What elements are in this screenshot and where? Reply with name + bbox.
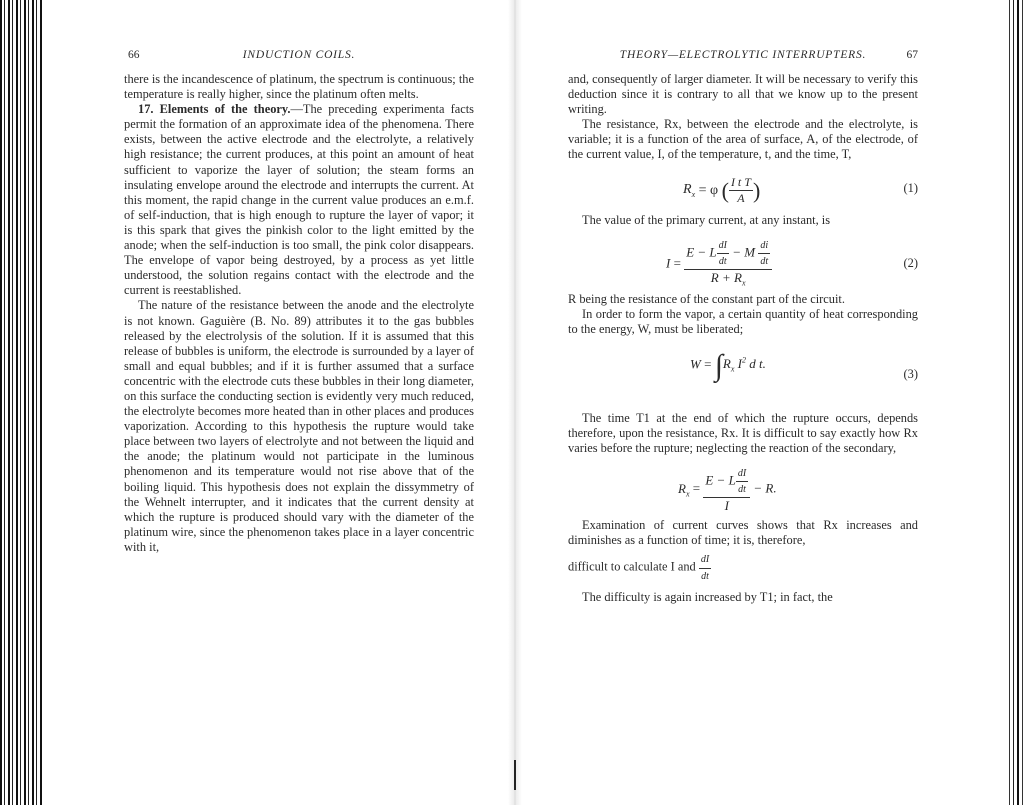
equation-3-number: (3) [903, 366, 918, 381]
paragraph: Examination of current curves shows that Rx increases and diminishes as a function of time; it is, therefore, [568, 518, 918, 548]
page-number-left: 66 [128, 49, 140, 61]
equation-2-body: I = E − L $\frac{dI}{dt}$ − M $\frac{di}{dt}$ $R + R_x$ [666, 238, 772, 291]
right-page-header [568, 48, 918, 72]
equation-2 [568, 236, 918, 288]
left-page [124, 48, 474, 555]
running-head-right: THEORY—ELECTROLYTIC INTERRUPTERS. [619, 49, 867, 61]
equation-1-body: $R_x = \varphi$ ( $\frac{\text{I t T}}{A}$ ) [683, 174, 761, 205]
equation-1-number: (1) [903, 180, 918, 195]
paragraph: —The preceding experimenta facts permit the formation of an approximate idea of the phenomena. There exists, between the active electrode and the electrolyte, a relatively high resistance; the current produces, at this point an amount of heat sufficient to vaporize the layer of solution; the steam forms an insulating envelope around the electrode and interrupts the current. At this moment, the rapid change in the current value produces an e.m.f. of self-induction, that is high enough to rupture the layer of vapor; it is this spark that gives the pinkish color to the light emitted by the anode; when the self-induction is too small, the pink color disappears. The envelope of vapor being destroyed, by a process as yet little understood, the solution regains contact with the electrode and the current is reestablished. [124, 102, 475, 298]
section-17 [124, 102, 474, 298]
equation-3-body: $W = \int R_x$ $I^2$ d t. [690, 348, 766, 382]
book-binding-left [0, 0, 42, 805]
book-gutter [508, 0, 522, 805]
page-number-right: 67 [906, 49, 918, 61]
paragraph: The value of the primary current, at any instant, is [582, 212, 831, 227]
paragraph: there is the incandescence of platinum, the spectrum is continuous; the temperature is really higher, since the platinum often melts. [124, 72, 474, 102]
book-binding-right [1006, 0, 1024, 805]
equation-4 [568, 464, 918, 514]
right-page [568, 48, 918, 605]
paragraph: The nature of the resistance between the anode and the electrolyte is not known. Gaguière (B. No. 89) attributes it to the gas bubbles released by the electrolysis of the solution. If it is assumed that this release of bubbles is uniform, the electrode is surrounded by a layer of small and equal bubbles; and if it is further assumed that a surface concentric with the electrode cuts these bubbles in their long diameter, on this surface the conducting section is evidently very much reduced, the electrolyte becomes more heated than in other places and produces vaporization. According to this hypothesis the rupture would take place between two layers of electrolyte and not between the liquid and the anode; the platinum would not participate in the luminous phenomenon and its temperature would not rise above that of the boiling liquid. This hypothesis does not explain the dissymmetry of the Wehnelt interrupter, and it indicates that the current density at which the rupture is produced should vary with the diameter of the platinum wire, since the phenomenon takes place in a layer concentric with it, [124, 298, 474, 554]
paragraph-text: difficult to calculate I and [568, 559, 696, 574]
running-head-left: INDUCTION COILS. [242, 49, 356, 61]
paragraph [568, 552, 918, 583]
left-page-header [124, 48, 474, 72]
section-title: 17. Elements of the theory. [138, 102, 291, 117]
paragraph: The difficulty is again increased by T1; in fact, the [582, 589, 833, 604]
equation-3 [568, 345, 918, 403]
paragraph: In order to form the vapor, a certain quantity of heat corresponding to the energy, W, must be liberated; [568, 306, 918, 336]
equation-2-number: (2) [903, 255, 918, 270]
paragraph: and, consequently of larger diameter. It will be necessary to verify this deduction since it is contrary to all that we know up to the present writing. [568, 72, 918, 117]
equation-4-body: $R_x$ = E − L $\frac{dI}{dt}$ I − R. [678, 468, 777, 514]
dI-dt-fraction: $\frac{dI}{dt}$ [700, 554, 710, 582]
paragraph: The resistance, Rx, between the electrode and the electrolyte, is variable; it is a function of the area of surface, A, of the electrode, of the current value, I, of the temperature, t, and the time, T, [568, 117, 918, 162]
paragraph: The time T1 at the end of which the rupture occurs, depends therefore, upon the resistance, Rx. It is difficult to say exactly how Rx varies before the rupture; neglecting the reaction of the secondary, [568, 410, 918, 456]
paragraph: R being the resistance of the constant part of the circuit. [568, 291, 845, 306]
equation-1 [568, 171, 918, 205]
